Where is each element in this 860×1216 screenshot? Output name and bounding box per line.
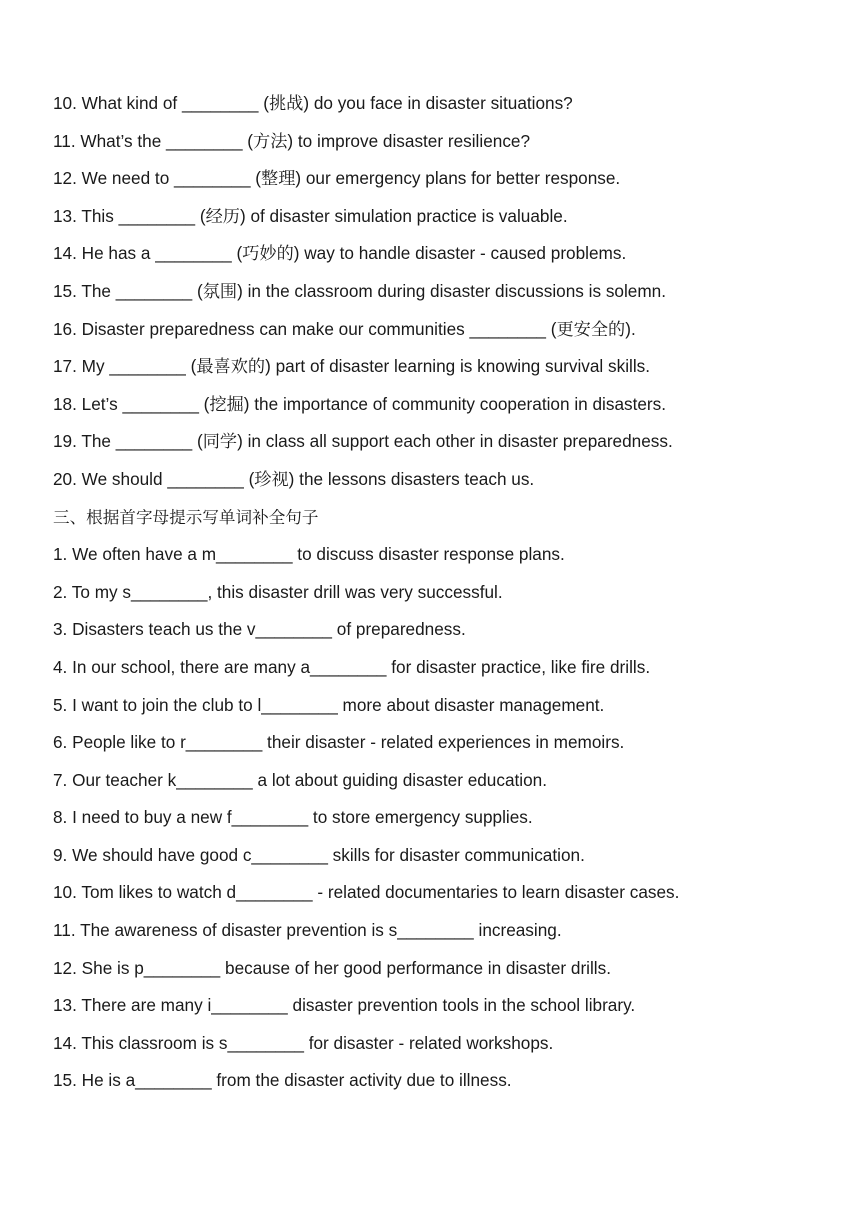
initial-letter-item-14: 14. This classroom is s________ for disaster - related workshops.: [53, 1032, 554, 1053]
initial-letter-item-6: 6. People like to r________ their disaster - related experiences in memoirs.: [53, 732, 625, 753]
initial-letter-item-11: 11. The awareness of disaster prevention is s________ increasing.: [53, 920, 562, 941]
exercise-item-19: 19. The ________ (同学) in class all support each other in disaster preparedness.: [53, 431, 673, 452]
exercise-item-17: 17. My ________ (最喜欢的) part of disaster learning is knowing survival skills.: [53, 356, 651, 377]
initial-letter-item-10: 10. Tom likes to watch d________ - related documentaries to learn disaster cases.: [53, 882, 680, 903]
initial-letter-item-3: 3. Disasters teach us the v________ of preparedness.: [53, 619, 466, 640]
exercise-item-13: 13. This ________ (经历) of disaster simulation practice is valuable.: [53, 205, 568, 226]
initial-letter-item-9: 9. We should have good c________ skills for disaster communication.: [53, 844, 585, 865]
exercise-item-18: 18. Let’s ________ (挖掘) the importance of community cooperation in disasters.: [53, 393, 667, 414]
initial-letter-item-4: 4. In our school, there are many a________ for disaster practice, like fire drills.: [53, 656, 651, 677]
initial-letter-item-8: 8. I need to buy a new f________ to store emergency supplies.: [53, 807, 533, 828]
initial-letter-item-5: 5. I want to join the club to l________ more about disaster management.: [53, 694, 605, 715]
exercise-item-10: 10. What kind of ________ (挑战) do you face in disaster situations?: [53, 93, 573, 113]
initial-letter-item-15: 15. He is a________ from the disaster activity due to illness.: [53, 1070, 512, 1091]
initial-letter-item-13: 13. There are many i________ disaster prevention tools in the school library.: [53, 995, 636, 1016]
exercise-item-12: 12. We need to ________ (整理) our emergency plans for better response.: [53, 168, 621, 189]
initial-letter-item-12: 12. She is p________ because of her good performance in disaster drills.: [53, 957, 611, 978]
exercise-item-15: 15. The ________ (氛围) in the classroom during disaster discussions is solemn.: [53, 280, 667, 301]
exercise-lines: [53, 90, 843, 1105]
initial-letter-item-2: 2. To my s________, this disaster drill was very successful.: [53, 581, 503, 602]
initial-letter-item-7: 7. Our teacher k________ a lot about guiding disaster education.: [53, 769, 548, 790]
exercise-item-14: 14. He has a ________ (巧妙的) way to handle disaster - caused problems.: [53, 243, 627, 264]
initial-letter-item-1: 1. We often have a m________ to discuss disaster response plans.: [53, 544, 565, 565]
exercise-item-16: 16. Disaster preparedness can make our communities ________ (更安全的).: [53, 318, 636, 339]
exercise-item-20: 20. We should ________ (珍视) the lessons disasters teach us.: [53, 468, 535, 489]
exercise-item-11: 11. What’s the ________ (方法) to improve disaster resilience?: [53, 130, 531, 151]
section-heading-part3: 三、根据首字母提示写单词补全句子: [53, 507, 319, 527]
